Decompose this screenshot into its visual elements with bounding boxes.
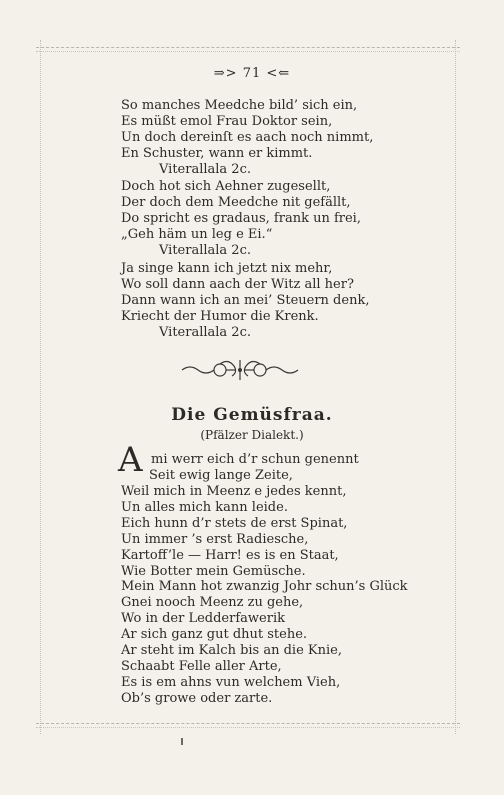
page-border-top [36,47,460,48]
page-border-bottom [36,723,460,724]
poem-stanza-1 [121,452,359,580]
stanza-line: Es müßt emol Frau Doktor sein, [121,114,333,129]
poem-line: Un immer ’s erst Radiesche, [121,532,309,547]
page-border-right [455,40,456,734]
stanza-line: En Schuster, wann er kimmt. [121,146,313,161]
stanza-line: Do spricht es gradaus, frank un frei, [121,211,361,226]
poem-line: Ar steht im Kalch bis an die Knie, [121,643,342,658]
stanza-line: „Geh häm un leg e Ei.“ [121,227,273,242]
stanza-refrain: Viterallala 2c. [159,325,251,340]
poem-line: Schaabt Felle aller Arte, [121,659,282,674]
ink-fleck [181,738,183,745]
stanza-line: Dann wann ich an mei’ Steuern denk, [121,293,370,308]
poem-line: mi werr eich d’r schun genennt [151,452,359,467]
stanza-line: Wo soll dann aach der Witz all her? [121,277,354,292]
poem-line: Ob’s growe oder zarte. [121,691,273,706]
page-border-top-inner [36,51,460,52]
poem-line: Es is em ahns vun welchem Vieh, [121,675,341,690]
poem-line: Eich hunn d’r stets de erst Spinat, [121,516,348,531]
header-arrow-right: <⇐ [266,66,291,81]
page-header [0,66,504,81]
poem-title: Die Gemüsfraa. [171,405,333,425]
stanza-1 [121,98,373,178]
drop-cap-letter: A [118,440,143,480]
poem-line: Weil mich in Meenz e jedes kennt, [121,484,347,499]
page-border-left [40,40,41,734]
stanza-line: So manches Meedche bild’ sich ein, [121,98,358,113]
stanza-2 [121,179,361,259]
poem-subtitle: (Pfälzer Dialekt.) [200,428,304,442]
poem-line: Mein Mann hot zwanzig Johr schun’s Glück [121,579,408,594]
stanza-line: Ja singe kann ich jetzt nix mehr, [121,261,333,276]
poem-line: Ar sich ganz gut dhut stehe. [121,627,308,642]
stanza-line: Un doch dereinſt es aach noch nimmt, [121,130,374,145]
header-arrow-left: ⇒> [213,66,238,81]
stanza-3 [121,261,369,341]
stanza-line: Kriecht der Humor die Krenk. [121,309,319,324]
poem-line: Un alles mich kann leide. [121,500,288,515]
poem-line: Wie Botter mein Gemüsche. [121,564,306,579]
poem-stanza-2 [121,579,408,707]
page-border-bottom-inner [36,727,460,728]
poem-line: Seit ewig lange Zeite, [149,468,293,483]
stanza-refrain: Viterallala 2c. [159,162,251,177]
poem-line: Gnei nooch Meenz zu gehe, [121,595,304,610]
stanza-line: Doch hot sich Aehner zugesellt, [121,179,331,194]
poem-line: Kartoff’le — Harr! es is en Staat, [121,548,339,563]
stanza-refrain: Viterallala 2c. [159,243,251,258]
stanza-line: Der doch dem Meedche nit gefällt, [121,195,351,210]
page-number: 71 [242,66,262,81]
poem-line: Wo in der Ledderfawerik [121,611,285,626]
flourish-ornament [180,356,300,384]
